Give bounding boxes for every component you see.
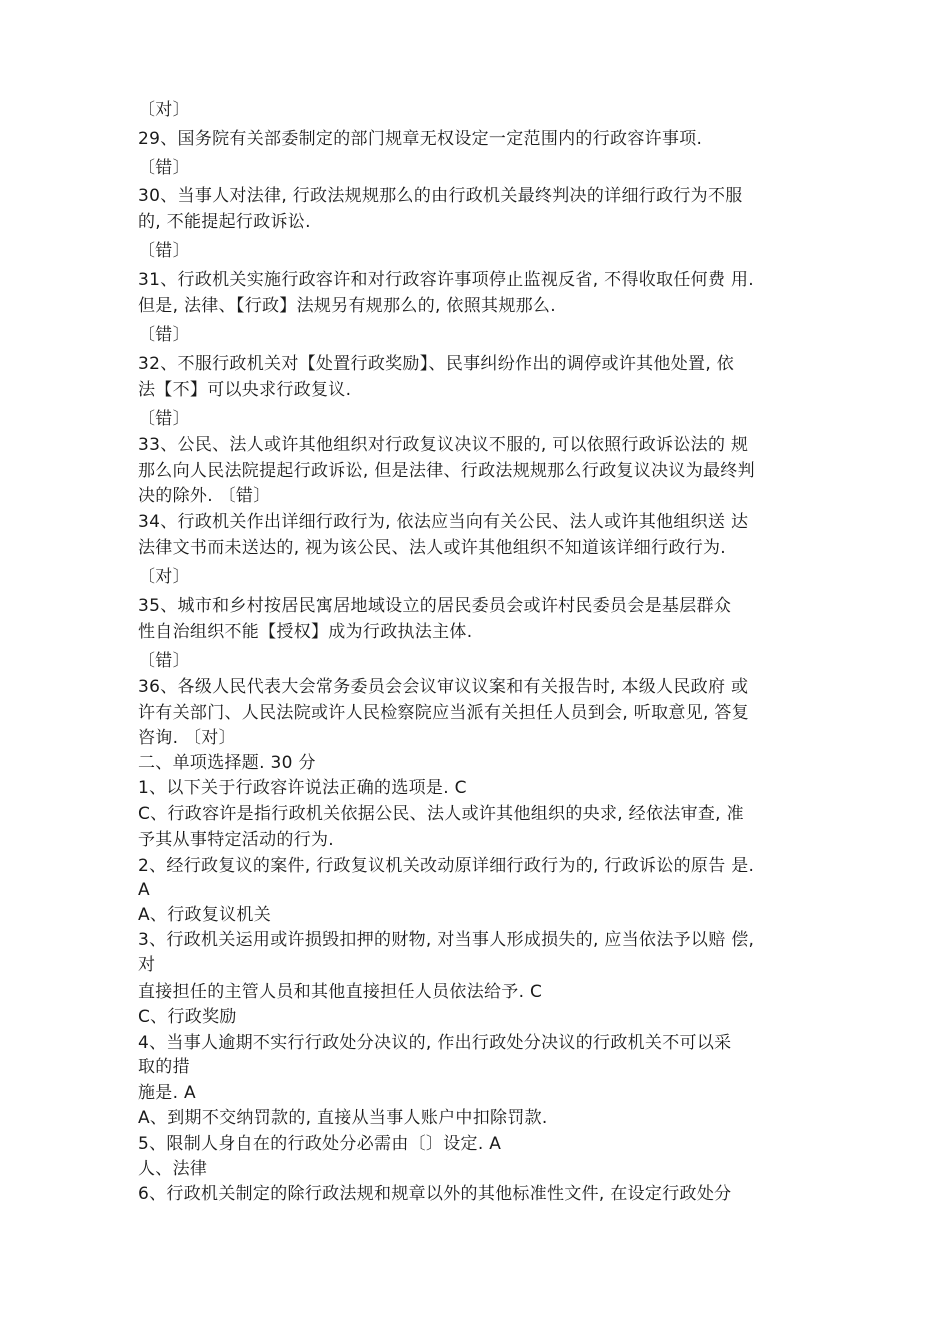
text-line: 31、行政机关实施行政容许和对行政容许事项停止监视反省, 不得收取任何费 用. xyxy=(138,270,754,290)
text-line: 34、行政机关作出详细行政行为, 依法应当向有关公民、法人或许其他组织送 达 xyxy=(138,512,749,532)
text-line: A、到期不交纳罚款的, 直接从当事人账户中扣除罚款. xyxy=(138,1108,548,1128)
text-line: 2、经行政复议的案件, 行政复议机关改动原详细行政行为的, 行政诉讼的原告 是. xyxy=(138,856,755,876)
text-line: C、行政容许是指行政机关依据公民、法人或许其他组织的央求, 经依法审查, 准 xyxy=(138,804,744,824)
text-line: 4、当事人逾期不实行行政处分决议的, 作出行政处分决议的行政机关不可以采 xyxy=(138,1033,732,1053)
text-line: 法律文书而未送达的, 视为该公民、法人或许其他组织不知道该详细行政行为. xyxy=(138,538,727,558)
text-line: 〔错〕 xyxy=(138,241,190,261)
text-line: 32、不服行政机关对【处置行政奖励】、民事纠纷作出的调停或许其他处置, 依 xyxy=(138,354,735,374)
text-line: 1、以下关于行政容许说法正确的选项是. C xyxy=(138,778,467,798)
text-line: 但是, 法律、【行政】法规另有规那么的, 依照其规那么. xyxy=(138,296,556,316)
text-line: 取的措 xyxy=(138,1057,190,1077)
text-line: 对 xyxy=(138,955,156,975)
text-line: 33、公民、法人或许其他组织对行政复议决议不服的, 可以依照行政诉讼法的 规 xyxy=(138,435,749,455)
text-line: 性自治组织不能【授权】成为行政执法主体. xyxy=(138,622,473,642)
text-line: 〔错〕 xyxy=(138,651,190,671)
text-line: 直接担任的主管人员和其他直接担任人员依法给予. C xyxy=(138,982,543,1002)
text-line: 〔对〕 xyxy=(138,567,190,587)
text-line: C、行政奖励 xyxy=(138,1007,237,1027)
text-line: 〔错〕 xyxy=(138,325,190,345)
text-line: 5、限制人身自在的行政处分必需由〔〕设定. A xyxy=(138,1134,502,1154)
text-line: 3、行政机关运用或许损毁扣押的财物, 对当事人形成损失的, 应当依法予以赔 偿, xyxy=(138,930,755,950)
text-line: 许有关部门、人民法院或许人民检察院应当派有关担任人员到会, 听取意见, 答复 xyxy=(138,703,750,723)
text-line: 人、法律 xyxy=(138,1159,208,1179)
text-line: 那么向人民法院提起行政诉讼, 但是法律、行政法规规那么行政复议决议为最终判 xyxy=(138,461,755,481)
text-line: 〔错〕 xyxy=(138,409,190,429)
text-line: A xyxy=(138,880,150,900)
text-line: 35、城市和乡村按居民寓居地域设立的居民委员会或许村民委员会是基层群众 xyxy=(138,596,732,616)
section-heading: 二、单项选择题. 30 分 xyxy=(138,753,316,773)
text-line: 决的除外. 〔错〕 xyxy=(138,486,271,506)
text-line: 予其从事特定活动的行为. xyxy=(138,830,335,850)
text-line: 30、当事人对法律, 行政法规规那么的由行政机关最终判决的详细行政行为不服 xyxy=(138,186,743,206)
text-line: 6、行政机关制定的除行政法规和规章以外的其他标准性文件, 在设定行政处分 xyxy=(138,1184,732,1204)
text-line: 〔对〕 xyxy=(138,100,190,120)
text-line: 29、国务院有关部委制定的部门规章无权设定一定范围内的行政容许事项. xyxy=(138,129,703,149)
text-line: 的, 不能提起行政诉讼. xyxy=(138,212,311,232)
text-line: 36、各级人民代表大会常务委员会会议审议议案和有关报告时, 本级人民政府 或 xyxy=(138,677,749,697)
text-line: 〔错〕 xyxy=(138,158,190,178)
text-line: 咨询. 〔对〕 xyxy=(138,728,236,748)
text-line: 施是. A xyxy=(138,1083,196,1103)
text-line: 法【不】可以央求行政复议. xyxy=(138,380,352,400)
text-line: A、行政复议机关 xyxy=(138,905,272,925)
